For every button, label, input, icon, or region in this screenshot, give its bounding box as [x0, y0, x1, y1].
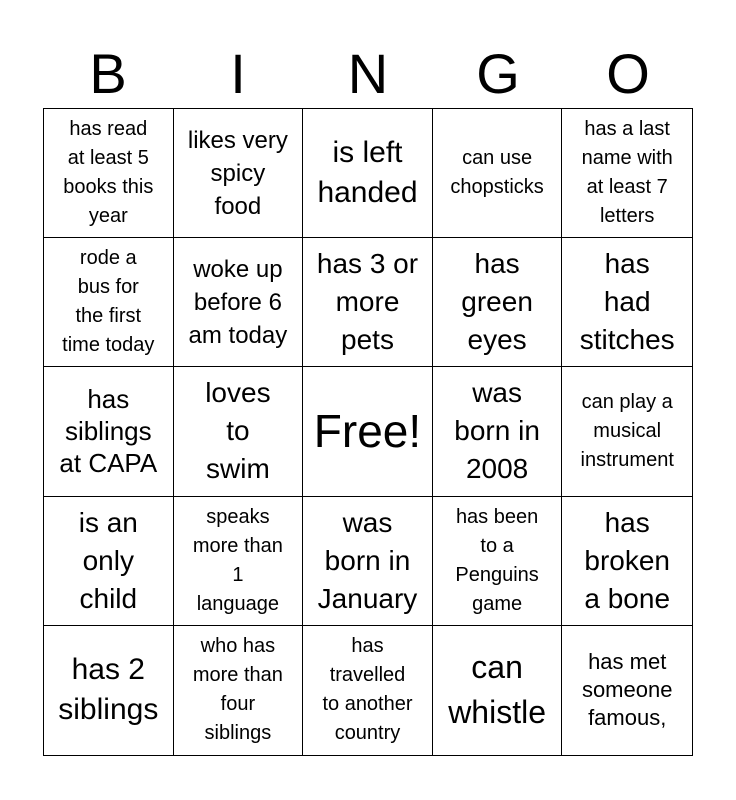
cell-text: has had stitches [579, 248, 675, 356]
cell-text: has broken a bone [584, 506, 671, 614]
bingo-cell[interactable] [433, 626, 563, 755]
bingo-cell[interactable] [562, 367, 692, 496]
cell-text: can use chopsticks [450, 147, 544, 199]
bingo-header [43, 40, 693, 108]
cell-text: has 3 or more pets [316, 248, 419, 356]
header-letter-g: G [476, 42, 520, 105]
cell-text: loves to swim [205, 377, 271, 485]
cell-text: rode a bus for the first time today [62, 247, 155, 357]
header-letter-n: N [347, 42, 389, 105]
bingo-cell[interactable] [174, 367, 304, 496]
bingo-board [43, 108, 693, 756]
bingo-cell[interactable] [433, 238, 563, 367]
bingo-cell[interactable] [303, 626, 433, 755]
bingo-cell[interactable] [44, 497, 174, 626]
cell-text: can play a musical instrument [580, 390, 674, 471]
cell-text: has 2 siblings [58, 653, 159, 727]
cell-text: has siblings at CAPA [59, 384, 158, 479]
bingo-cell[interactable] [562, 626, 692, 755]
cell-text: has read at least 5 books this year [63, 118, 154, 228]
cell-text: likes very spicy food [187, 126, 288, 220]
bingo-cell[interactable] [562, 497, 692, 626]
bingo-cell[interactable] [433, 497, 563, 626]
cell-text: is left handed [317, 136, 418, 210]
cell-text: speaks more than 1 language [192, 505, 283, 615]
header-letter-o: O [606, 42, 650, 105]
bingo-cell[interactable] [174, 109, 304, 238]
bingo-cell[interactable] [562, 109, 692, 238]
bingo-cell[interactable] [44, 238, 174, 367]
bingo-cell[interactable] [303, 497, 433, 626]
cell-text: has been to a Penguins game [455, 505, 539, 615]
header-letter-i: I [230, 42, 246, 105]
cell-text: can whistle [448, 649, 546, 731]
cell-text: who has more than four siblings [192, 635, 283, 745]
cell-text: was born in January [317, 506, 418, 614]
cell-text: has met someone famous, [581, 649, 673, 731]
cell-text: woke up before 6 am today [188, 255, 288, 349]
bingo-cell[interactable] [303, 109, 433, 238]
bingo-cell[interactable] [44, 109, 174, 238]
cell-text: is an only child [78, 506, 138, 614]
cell-text: has a last name with at least 7 letters [581, 118, 673, 228]
free-space[interactable] [303, 367, 433, 496]
bingo-cell[interactable] [44, 367, 174, 496]
bingo-cell[interactable] [303, 238, 433, 367]
cell-text: has green eyes [461, 248, 533, 356]
bingo-cell[interactable] [44, 626, 174, 755]
free-space-text: Free! [313, 405, 422, 458]
bingo-cell[interactable] [562, 238, 692, 367]
bingo-cell[interactable] [174, 626, 304, 755]
cell-text: was born in 2008 [454, 377, 540, 485]
bingo-cell[interactable] [174, 497, 304, 626]
bingo-cell[interactable] [433, 109, 563, 238]
header-letter-b: B [89, 42, 127, 105]
cell-text: has travelled to another country [322, 635, 413, 745]
bingo-cell[interactable] [174, 238, 304, 367]
bingo-cell[interactable] [433, 367, 563, 496]
